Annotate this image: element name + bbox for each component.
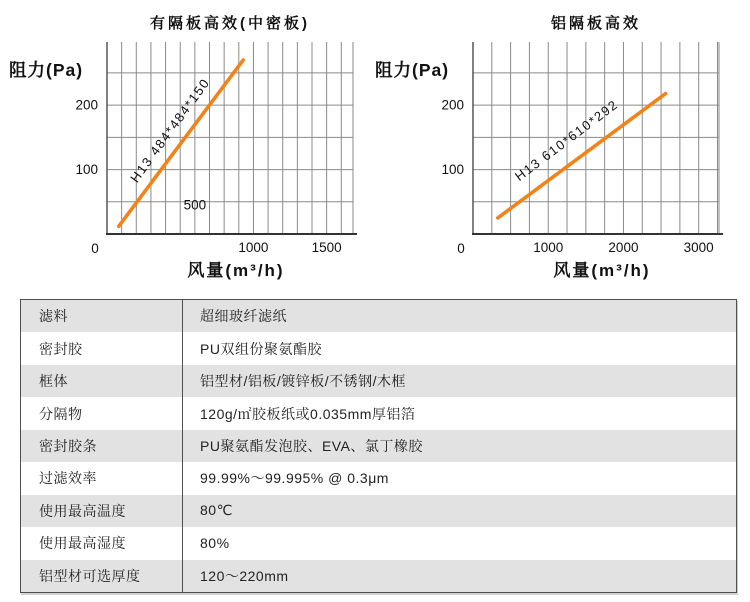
svg-text:1500: 1500 [311, 240, 342, 255]
spec-value: 80℃ [200, 502, 233, 519]
svg-text:风量(m³/h): 风量(m³/h) [187, 261, 285, 280]
svg-text:200: 200 [441, 97, 464, 113]
spec-value: 80% [200, 535, 230, 552]
table-row [21, 332, 736, 364]
svg-text:铝隔板高效: 铝隔板高效 [550, 15, 642, 32]
spec-value: 99.99%～99.995% @ 0.3μm [200, 470, 389, 487]
table-row [21, 495, 736, 527]
svg-text:2000: 2000 [608, 240, 639, 255]
table-row [21, 397, 736, 429]
svg-text:1000: 1000 [533, 240, 564, 255]
spec-label: 密封胶条 [21, 430, 183, 462]
svg-text:H13 484*484*150: H13 484*484*150 [127, 75, 213, 186]
svg-text:0: 0 [457, 241, 465, 256]
table-row [21, 527, 736, 559]
svg-text:H13 610*610*292: H13 610*610*292 [512, 96, 622, 184]
svg-text:阻力(Pa): 阻力(Pa) [9, 60, 84, 80]
spec-label: 铝型材可选厚度 [21, 560, 183, 592]
svg-text:风量(m³/h): 风量(m³/h) [553, 261, 651, 280]
spec-label: 密封胶 [21, 332, 183, 364]
spec-label: 使用最高温度 [21, 495, 183, 527]
spec-value: 铝型材/铝板/镀锌板/不锈钢/木框 [200, 373, 407, 390]
spec-value: PU聚氨酯发泡胶、EVA、氯丁橡胶 [200, 437, 423, 454]
svg-text:0: 0 [91, 241, 99, 256]
svg-text:500: 500 [183, 197, 207, 213]
spec-label: 使用最高湿度 [21, 527, 183, 559]
svg-text:100: 100 [75, 162, 98, 178]
table-row [21, 430, 736, 462]
spec-label: 分隔物 [21, 397, 183, 429]
svg-text:3000: 3000 [683, 240, 714, 255]
table-row [21, 462, 736, 494]
pressure-airflow-chart-separator-hepa [5, 4, 367, 288]
table-row [21, 365, 736, 397]
svg-text:100: 100 [441, 162, 464, 178]
svg-text:有隔板高效(中密板): 有隔板高效(中密板) [150, 15, 310, 32]
table-row [21, 560, 736, 592]
svg-text:1000: 1000 [238, 240, 269, 255]
spec-value: PU双组份聚氨酯胶 [200, 340, 322, 357]
spec-value: 超细玻纤滤纸 [200, 308, 287, 325]
spec-label: 框体 [21, 365, 183, 397]
spec-label: 滤料 [21, 300, 183, 332]
spec-label: 过滤效率 [21, 462, 183, 494]
pressure-airflow-chart-aluminum-separator-hepa [371, 4, 747, 288]
svg-text:阻力(Pa): 阻力(Pa) [375, 60, 450, 80]
spec-value: 120g/㎡胶板纸或0.035mm厚铝箔 [200, 405, 416, 422]
table-row [21, 300, 736, 332]
spec-value: 120～220mm [200, 567, 289, 584]
svg-text:200: 200 [75, 97, 98, 113]
spec-table [20, 299, 737, 593]
